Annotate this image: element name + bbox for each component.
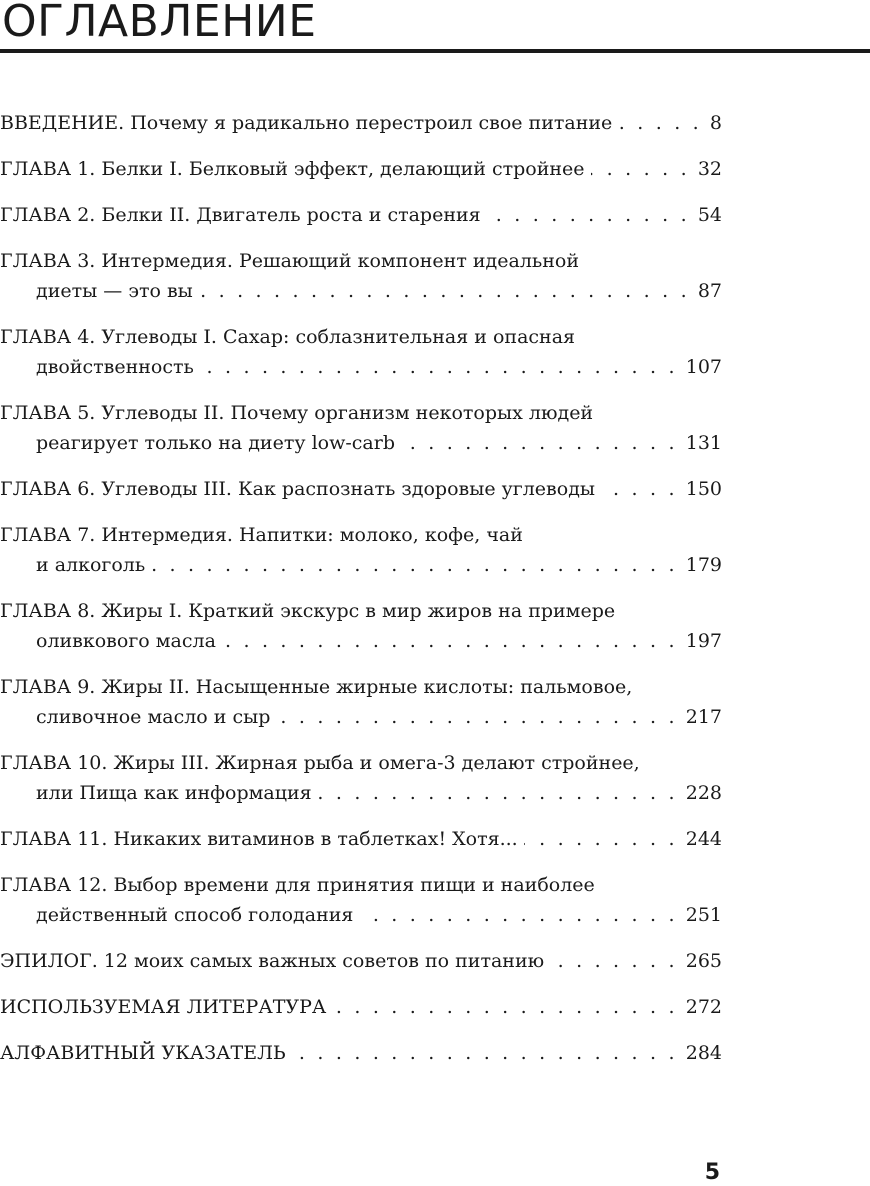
toc-entry-page-number: 272 xyxy=(685,996,722,1018)
toc-entry[interactable] xyxy=(0,824,722,854)
toc-entry-page-number: 32 xyxy=(697,158,722,180)
toc-entry-row xyxy=(0,702,722,732)
toc-entry[interactable] xyxy=(0,108,722,138)
dot-leader xyxy=(550,946,678,976)
toc-entry[interactable] xyxy=(0,596,722,656)
footer-page-number: 5 xyxy=(704,1160,720,1185)
toc-entry-row xyxy=(0,778,722,808)
toc-entry-page-number: 131 xyxy=(685,432,722,454)
toc-entry-row xyxy=(0,824,722,854)
toc-entry-title-line: ГЛАВА 9. Жиры II. Насыщенные жирные кислоты: пальмовое, xyxy=(0,676,633,698)
title-rule xyxy=(0,49,870,53)
dot-leader xyxy=(200,352,678,382)
table-of-contents xyxy=(0,108,722,1084)
toc-entry-title: действенный способ голодания xyxy=(36,904,354,926)
toc-entry-title: ЭПИЛОГ. 12 моих самых важных советов по питанию xyxy=(0,950,545,972)
toc-entry-title: и алкоголь xyxy=(36,554,146,576)
dot-leader xyxy=(332,992,677,1022)
toc-entry-row xyxy=(0,550,722,580)
toc-entry-title: сливочное масло и сыр xyxy=(36,706,271,728)
toc-entry-title: или Пища как информация xyxy=(36,782,312,804)
toc-entry-row xyxy=(0,200,722,230)
toc-entry[interactable] xyxy=(0,200,722,230)
toc-entry[interactable] xyxy=(0,992,722,1022)
toc-entry-page-number: 150 xyxy=(685,478,722,500)
page-title: ОГЛАВЛЕНИЕ xyxy=(2,0,317,47)
dot-leader xyxy=(401,428,678,458)
toc-entry[interactable] xyxy=(0,322,722,382)
toc-entry-row xyxy=(0,474,722,504)
toc-entry-row xyxy=(0,1038,722,1068)
toc-entry-page-number: 87 xyxy=(697,280,722,302)
toc-entry-row xyxy=(0,428,722,458)
toc-entry-page-number: 244 xyxy=(685,828,722,850)
toc-entry[interactable] xyxy=(0,1038,722,1068)
dot-leader xyxy=(524,824,678,854)
toc-entry-title: реагирует только на диету low-carb xyxy=(36,432,395,454)
dot-leader xyxy=(222,626,678,656)
toc-entry-title-line: ГЛАВА 5. Углеводы II. Почему организм некоторых людей xyxy=(0,402,594,424)
toc-entry-title: ГЛАВА 6. Углеводы III. Как распознать здоровые углеводы xyxy=(0,478,596,500)
toc-entry-title: ВВЕДЕНИЕ. Почему я радикально перестроил свое питание xyxy=(0,112,613,134)
toc-entry-row xyxy=(0,154,722,184)
toc-entry-title: диеты — это вы xyxy=(36,280,193,302)
toc-entry-page-number: 251 xyxy=(685,904,722,926)
toc-entry[interactable] xyxy=(0,870,722,930)
toc-entry[interactable] xyxy=(0,474,722,504)
toc-entry-page-number: 217 xyxy=(685,706,722,728)
toc-entry[interactable] xyxy=(0,154,722,184)
toc-entry-title: АЛФАВИТНЫЙ УКАЗАТЕЛЬ xyxy=(0,1042,286,1064)
dot-leader xyxy=(618,108,702,138)
dot-leader xyxy=(199,276,690,306)
toc-entry-page-number: 107 xyxy=(685,356,722,378)
toc-entry-page-number: 197 xyxy=(685,630,722,652)
toc-entry[interactable] xyxy=(0,398,722,458)
toc-entry[interactable] xyxy=(0,246,722,306)
dot-leader xyxy=(292,1038,678,1068)
toc-entry-page-number: 8 xyxy=(709,112,722,134)
toc-entry-title-line: ГЛАВА 12. Выбор времени для принятия пищи и наиболее xyxy=(0,874,595,896)
toc-entry-title: ИСПОЛЬЗУЕМАЯ ЛИТЕРАТУРА xyxy=(0,996,327,1018)
dot-leader xyxy=(151,550,678,580)
toc-entry[interactable] xyxy=(0,520,722,580)
toc-entry-row xyxy=(0,352,722,382)
toc-entry-row xyxy=(0,108,722,138)
toc-entry-row xyxy=(0,992,722,1022)
toc-entry-page-number: 54 xyxy=(697,204,722,226)
toc-entry-row xyxy=(0,626,722,656)
toc-entry-title: двойственность xyxy=(36,356,194,378)
dot-leader xyxy=(276,702,677,732)
toc-entry-title: ГЛАВА 11. Никаких витаминов в таблетках! Хотя... xyxy=(0,828,518,850)
toc-entry-title-line: ГЛАВА 3. Интермедия. Решающий компонент идеальной xyxy=(0,250,580,272)
toc-entry[interactable] xyxy=(0,748,722,808)
toc-entry-title: ГЛАВА 2. Белки II. Двигатель роста и старения xyxy=(0,204,481,226)
dot-leader xyxy=(591,154,690,184)
toc-entry[interactable] xyxy=(0,672,722,732)
toc-entry-row xyxy=(0,900,722,930)
toc-entry-page-number: 284 xyxy=(685,1042,722,1064)
dot-leader xyxy=(487,200,690,230)
toc-entry-title: ГЛАВА 1. Белки I. Белковый эффект, делающий стройнее xyxy=(0,158,585,180)
toc-entry-row xyxy=(0,946,722,976)
toc-entry-title: оливкового масла xyxy=(36,630,216,652)
dot-leader xyxy=(601,474,678,504)
toc-entry-title-line: ГЛАВА 8. Жиры I. Краткий экскурс в мир жиров на примере xyxy=(0,600,616,622)
dot-leader xyxy=(318,778,678,808)
toc-entry-page-number: 265 xyxy=(685,950,722,972)
toc-entry[interactable] xyxy=(0,946,722,976)
toc-entry-title-line: ГЛАВА 4. Углеводы I. Сахар: соблазнительная и опасная xyxy=(0,326,576,348)
toc-entry-title-line: ГЛАВА 10. Жиры III. Жирная рыба и омега-3 делают стройнее, xyxy=(0,752,640,774)
toc-entry-title-line: ГЛАВА 7. Интермедия. Напитки: молоко, кофе, чай xyxy=(0,524,523,546)
dot-leader xyxy=(359,900,677,930)
toc-entry-page-number: 179 xyxy=(685,554,722,576)
toc-entry-page-number: 228 xyxy=(685,782,722,804)
toc-entry-row xyxy=(0,276,722,306)
